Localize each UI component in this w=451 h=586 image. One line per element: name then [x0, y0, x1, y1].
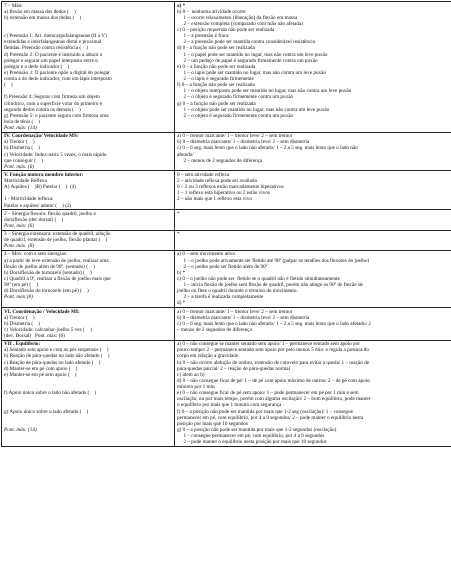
- item-line: e) Manter-se em pé sem apoio ( ): [4, 372, 172, 378]
- scoring-line: afetado/: [177, 152, 451, 158]
- item-line: a) flexão em massa dos dedos ( ): [4, 9, 172, 15]
- item-line: d) Dorsiflexão do tornozelo (em pé) ( ): [4, 288, 172, 294]
- scoring-line: 2 – extensão completa (comparado com mão não afetada): [177, 21, 451, 27]
- item-line: b) extensão em massa dos dedos ( ): [4, 15, 172, 21]
- scoring-cell: [175, 132, 451, 171]
- assessment-sheet: [1, 1, 450, 584]
- scoring-line: *: [177, 231, 451, 237]
- item-line: extendidas e interfalangeanas distal e proximal: [4, 39, 172, 45]
- item-line: a) Tremor ( ): [4, 139, 172, 145]
- scoring-cell: [175, 210, 451, 230]
- item-line: flexão de joelho além de 90º. (sentado) ( ): [4, 264, 172, 270]
- scoring-line: b) *: [177, 270, 451, 276]
- item-line: c) Reação de pára-quedas no lado afetado ( ): [4, 360, 172, 366]
- item-line: g) Preensão 5: o paciente segura com firmeza uma: [4, 113, 172, 119]
- scoring-line: d) 0 – não consegue ficar de pé/ 1 – de pé com apoio máximo de outros/ 2 – de pé com apoio: [177, 378, 451, 384]
- item-cell: [2, 2, 175, 133]
- item-line: dorsiflexão (dec.dorsal) ( ): [4, 217, 172, 223]
- table-row: [2, 230, 451, 250]
- scoring-line: 2 – o joelho pode ser fletido além de 90º: [177, 264, 451, 270]
- scoring-line: b) 0 – não ocorre abdução de ombro, extensão de cotovelo para evitar a queda/ 1 – reação de: [177, 360, 451, 366]
- scoring-cell: [175, 171, 451, 210]
- scoring-line: c) idem ao b): [177, 372, 451, 378]
- item-line: polegar e segurar um papel interposto entre o: [4, 58, 172, 64]
- scoring-line: g) 0 – a posição não pode ser mantida por mais que 1-2 segundos (oscilação): [177, 427, 451, 433]
- item-line: Motricidade Reflexa: [4, 178, 172, 184]
- item-line: que conseguir ( ): [4, 158, 172, 164]
- table-row: [2, 308, 451, 341]
- scoring-line: c) 0 – o joelho não pode ser fletido se o quadril não é fletido simultaneamente: [177, 276, 451, 282]
- item-line: d) Manter-se em pé com apoio ( ): [4, 366, 172, 372]
- item-line: Pont. máx: (14): [4, 427, 172, 433]
- scoring-cell: [175, 230, 451, 250]
- scoring-line: joelho ou flete o quadril durante o término do movimento.: [177, 288, 451, 294]
- assessment-table-body: [2, 2, 451, 447]
- item-line: e) Preensão 3: O paciente opõe a digital do polegar: [4, 70, 172, 76]
- scoring-line: e) 0 – não consegue ficar de pé sem apoio/ 1 – pode permanecer em pé por 1 min e sem: [177, 390, 451, 396]
- scoring-cell: [175, 308, 451, 341]
- scoring-line: a) 0 – tremor marcante/ 1 – tremor leve/ 2 – sem tremor: [177, 133, 451, 139]
- item-line: ( ): [4, 82, 172, 88]
- item-cell: [2, 340, 175, 446]
- scoring-line: 1 – a preensão é fraca: [177, 33, 451, 39]
- item-cell: [2, 250, 175, 307]
- item-line: g) Apoio único sobre o lado afetado ( ): [4, 409, 172, 415]
- scoring-line: g) 0 – a função não pode ser realizada: [177, 101, 451, 107]
- scoring-line: 1 – consegue permanecer em pé, com equilíbrio, por 4 a 9 segundos: [177, 433, 451, 439]
- scoring-line: b) 0 – nenhuma atividade ocorre: [177, 9, 451, 15]
- item-line: f) Apoio único sobre o lado não afetado ( ): [4, 390, 172, 396]
- scoring-line: 2 – o objeto é segurado firmemente contra um puxão: [177, 113, 451, 119]
- item-cell: [2, 230, 175, 250]
- item-line: c) Preensão 1: Art. metacarpofalangeanas (II a V): [4, 33, 172, 39]
- item-line: a) Tremor ( ): [4, 315, 172, 321]
- item-line: c) Velocidade: calcanhar-joelho 5 vez ( ): [4, 327, 172, 333]
- item-line: c) Velocidade: Index-nariz 5 vezes, o mais rápido: [4, 152, 172, 158]
- assessment-table: [1, 1, 451, 447]
- scoring-line: corpo em relação a gravidade: [177, 353, 451, 359]
- scoring-line: 1 – o lápis pode ser mantido no lugar, mas não contra um leve puxão: [177, 70, 451, 76]
- item-line: b) Dismetria ( ): [4, 321, 172, 327]
- scoring-line: 1 – o objeto interposto pode ser mantido no lugar, mas não contra um leve puxão: [177, 88, 451, 94]
- scoring-line: 1 – o joelho pode ativamente ser fletido até 90º (palpar os tendões dos flexores do joelho): [177, 258, 451, 264]
- table-row: [2, 171, 451, 210]
- scoring-line: 2 – pode manter o equilíbrio nesta posição por mais que 10 segundos: [177, 439, 451, 445]
- item-line: 1 - Motricidade reflexa:: [4, 196, 172, 202]
- item-line: a) a partir de leve extensão de joelho, realizar uma: [4, 258, 172, 264]
- item-line: b) Dismetria ( ): [4, 145, 172, 151]
- scoring-line: permanecer em pé, com equilíbrio, por 4 a 9 segundos/ 2 – pode manter o equilíbrio nesta: [177, 415, 451, 421]
- item-line: c) Quadril a 0º, realizar a flexão de joelho mais que: [4, 276, 172, 282]
- scoring-line: a) 0 – não consegue se manter sentado sem apoio/ 1 – permanece sentado sem apoio por: [177, 341, 451, 347]
- scoring-line: b) 0 – dismetria marcante/ 1 – dismetria leve/ 2 – sem dismetria: [177, 315, 451, 321]
- item-line: d) Preensão 2: O paciente é instruído a aduzir o: [4, 52, 172, 58]
- item-line: Pont. máx: (14): [4, 125, 172, 131]
- item-line: Patelar e aquiles/ adutor ( ) (2): [4, 203, 172, 209]
- item-cell: [2, 210, 175, 230]
- scoring-line: f) 0 – a função não pode ser realizada: [177, 82, 451, 88]
- scoring-line: 1 – o papel pode ser mantido no lugar, mas não contra um leve puxão: [177, 52, 451, 58]
- item-line: contra a do dedo indicador, com um lápis interposto: [4, 76, 172, 82]
- scoring-cell: [175, 250, 451, 307]
- scoring-line: c) 0 – 6 seg. mais lento que o lado não afetado/ 1 – 2 a 5 seg. mais lento que o lado afetado/ 2: [177, 321, 451, 327]
- item-line: fletidas. Preensão contra resistência ( ): [4, 45, 172, 51]
- item-line: cilíndrico, com a superfície volar do primeiro e: [4, 101, 172, 107]
- scoring-cell: [175, 340, 451, 446]
- item-cell: [2, 308, 175, 341]
- item-line: (dec. Dorsal) Pont. máx: (6): [4, 333, 172, 339]
- item-line: de quadril, extensão de joelho, flexão plantar ( ): [4, 237, 172, 243]
- item-line: Pont. máx:(8): [4, 294, 172, 300]
- scoring-line: 2 – a tarefa é realizada completamente: [177, 294, 451, 300]
- scoring-line: oscilação, ou por mais tempo, porém com alguma oscilação/ 2 – bom equilíbrio, pode manter: [177, 396, 451, 402]
- table-row: [2, 250, 451, 307]
- scoring-line: 2 – menos de 2 segundos de diferença: [177, 158, 451, 164]
- scoring-line: 2 – a preensão pode ser mantida contra considerável resistência: [177, 39, 451, 45]
- item-line: a) Sentado sem apoio e com os pés suspensos ( ): [4, 347, 172, 353]
- scoring-line: 2 – não mais que 1 reflexo esta vivo: [177, 196, 451, 202]
- scoring-line: pára-quedas parcial/ 2 – reação de pára-quedas normal: [177, 366, 451, 372]
- scoring-line: d) 0 - a função não pode ser realizada: [177, 45, 451, 51]
- item-cell: [2, 132, 175, 171]
- scoring-line: 1 – ocorre relaxamento (liberação) da flexão em massa: [177, 15, 451, 21]
- item-line: VI. Coordenação / Velocidade MI:: [4, 309, 172, 315]
- item-line: f) Preensão 4: Segurar com firmeza um objeto: [4, 94, 172, 100]
- scoring-line: 0 – sem atividade reflexa: [177, 172, 451, 178]
- scoring-line: b) 0 – dismetria marcante/ 1 – dismetria leve/ 2 – sem dismetria: [177, 139, 451, 145]
- table-row: [2, 340, 451, 446]
- item-line: 3 – Sinergia extensora: extensão de quadril, adução: [4, 231, 172, 237]
- item-line: polegar e o dedo indicador ( ): [4, 64, 172, 70]
- scoring-line: c) 0 – posição requerida não pode ser realizada: [177, 27, 451, 33]
- scoring-line: a) 0 – tremor marcante/ 1 – tremor leve/ 2 – sem tremor: [177, 309, 451, 315]
- item-cell: [2, 171, 175, 210]
- scoring-line: e) 0 – a função não pode ser realizada: [177, 64, 451, 70]
- scoring-cell: [175, 2, 451, 133]
- scoring-line: o equilíbrio por mais que 1 minuto com segurança: [177, 402, 451, 408]
- scoring-line: f) 0 – a posição não pode ser mantida por mais que 1-2 seg (oscilação)/ 1 – consegue: [177, 409, 451, 415]
- scoring-line: c) 0 – 6 seg. mais lento que o lado não afetado/ 1 – 2 a 5 seg. mais lento que o lado não: [177, 145, 451, 151]
- item-line: Pont. máx: (6): [4, 223, 172, 229]
- scoring-line: 1 – inicia flexão de joelho sem flexão de quadril, porém não atinge os 90º de flexão de: [177, 282, 451, 288]
- item-line: A) Aquiles ( )B) Patelar ( ) (4): [4, 184, 172, 190]
- scoring-line: 2 – o lápis é segurado firmemente: [177, 76, 451, 82]
- scoring-line: 1 – 1 reflexo está hiperativo ou 2 estão vivos: [177, 190, 451, 196]
- item-line: 2 – Sinergia flexora: flexão quadril, joelho e: [4, 211, 172, 217]
- scoring-line: mínimo por 1 min: [177, 384, 451, 390]
- scoring-line: 2 – atividade reflexa pode ser avaliada: [177, 178, 451, 184]
- item-line: VII . Equilíbrio:: [4, 341, 172, 347]
- scoring-line: – menos de 2 segundos de diferença: [177, 327, 451, 333]
- scoring-line: a) *: [177, 3, 451, 9]
- item-line: 90º (em pé) ( ): [4, 282, 172, 288]
- item-line: b) Dorsiflexão de tornozelo (sentado) ( ): [4, 270, 172, 276]
- item-line: bola de tênis ( ): [4, 119, 172, 125]
- table-row: [2, 210, 451, 230]
- item-line: Pont. máx: (8): [4, 243, 172, 249]
- item-line: 4 – Mov. com e sem sinergias:: [4, 251, 172, 257]
- item-line: Pont. máx: (6): [4, 164, 172, 170]
- table-row: [2, 2, 451, 133]
- item-line: b) Reação de pára-quedas no lado não afetado ( ): [4, 353, 172, 359]
- scoring-line: *: [177, 211, 451, 217]
- scoring-line: a) 0 – sem movimento ativo: [177, 251, 451, 257]
- scoring-line: pouco tempo/ 2 – permanece sentado sem apoio por pelo menos 5 min. e regula a postura do: [177, 347, 451, 353]
- item-line: IV. Coordenação/ Velocidade MS:: [4, 133, 172, 139]
- scoring-line: 0 – 2 ou 3 reflexos estão marcadamente hiperativos: [177, 184, 451, 190]
- item-line: 7 – Mão:: [4, 3, 172, 9]
- scoring-line: 2 – um pedaço de papel é segurado firmemente contra um puxão: [177, 58, 451, 64]
- scoring-line: 2 – o objeto é segurado firmemente contra um puxão: [177, 94, 451, 100]
- scoring-line: 1 – o objeto pode ser mantido no lugar, mas não contra um leve puxão: [177, 107, 451, 113]
- item-line: V. Função motora membro inferior:: [4, 172, 172, 178]
- scoring-line: posição por mais que 10 segundos: [177, 421, 451, 427]
- scoring-line: d) *: [177, 300, 451, 306]
- table-row: [2, 132, 451, 171]
- item-line: segundo dedos contra os demais ( ): [4, 107, 172, 113]
